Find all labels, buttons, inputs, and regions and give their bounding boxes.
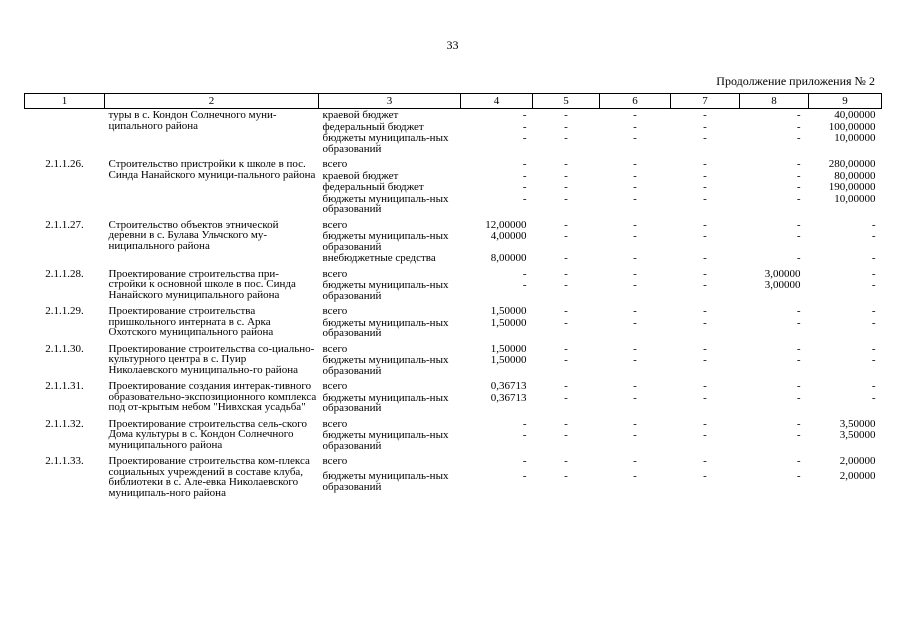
value-col-8: - <box>796 316 801 329</box>
value-col-9: - <box>871 252 876 264</box>
value-col-9: - <box>871 391 876 404</box>
table-body <box>25 109 882 499</box>
value-col-9: - <box>871 305 876 317</box>
page-number: 33 <box>446 38 459 52</box>
funding-source: бюджеты муниципаль-ных образований <box>322 230 449 253</box>
value-col-8: - <box>796 181 801 193</box>
value-col-6: - <box>633 158 637 170</box>
value-col-9: - <box>871 316 876 329</box>
value-col-5: - <box>564 417 568 430</box>
value-col-8: 3,00000 <box>764 279 801 291</box>
value-col-6: - <box>633 169 637 182</box>
funding-source: бюджеты муниципаль-ных образований <box>322 470 449 493</box>
value-col-6: - <box>633 192 637 205</box>
value-col-9: - <box>871 267 876 280</box>
value-col-4: - <box>522 429 527 441</box>
value-col-8: - <box>796 132 801 144</box>
table-row <box>25 301 882 317</box>
value-col-9: 2,00000 <box>839 455 876 467</box>
value-col-9: 40,00000 <box>834 109 876 121</box>
funding-source: федеральный бюджет <box>322 181 424 193</box>
value-col-9: - <box>871 380 876 392</box>
funding-source: всего <box>322 417 348 430</box>
funding-source: всего <box>322 342 348 355</box>
value-col-5: - <box>564 192 568 205</box>
col-header-6: 6 <box>600 94 671 109</box>
value-col-6: - <box>633 218 637 231</box>
value-col-9: 80,00000 <box>834 169 876 182</box>
table-row <box>25 376 882 392</box>
value-col-7: - <box>703 252 707 264</box>
value-col-4: - <box>522 158 527 170</box>
value-col-9: 100,00000 <box>828 120 876 133</box>
value-col-8: - <box>796 169 801 182</box>
value-col-7: - <box>703 354 707 366</box>
value-col-5: - <box>564 181 568 193</box>
value-col-6: - <box>633 391 637 404</box>
value-col-6: - <box>633 305 637 317</box>
value-col-9: 190,00000 <box>828 181 876 193</box>
value-col-4: 4,00000 <box>490 230 527 242</box>
value-col-6: - <box>633 417 637 430</box>
value-col-4: 12,00000 <box>485 218 527 231</box>
value-col-7: - <box>703 380 707 392</box>
value-col-8: - <box>796 391 801 404</box>
value-col-9: - <box>871 279 876 291</box>
value-col-4: - <box>522 417 527 430</box>
value-col-6: - <box>633 252 637 264</box>
funding-source: бюджеты муниципаль-ных образований <box>322 429 449 452</box>
value-col-4: - <box>522 455 527 467</box>
table-row <box>25 109 882 121</box>
value-col-5: - <box>564 169 568 182</box>
value-col-6: - <box>633 267 637 280</box>
item-number <box>25 109 105 155</box>
item-name: Строительство объектов этнической деревни в с. Булава Ульчского му-ниципального района <box>108 218 279 252</box>
table-row <box>25 264 882 280</box>
col-header-5: 5 <box>533 94 600 109</box>
funding-source: бюджеты муниципаль-ных образований <box>322 316 449 339</box>
item-name: Проектирование строительства ком-плекса социальных учреждений в составе клуба, библиотеки в с. Але-евка Николаевского муниципаль-ного района <box>108 455 310 499</box>
value-col-6: - <box>633 181 637 193</box>
value-col-4: - <box>522 470 527 483</box>
value-col-7: - <box>703 169 707 182</box>
funding-source: краевой бюджет <box>322 169 399 182</box>
value-col-9: - <box>871 218 876 231</box>
value-col-4: 8,00000 <box>490 252 527 264</box>
value-col-8: - <box>796 470 801 483</box>
value-col-4: - <box>522 279 527 291</box>
value-col-9: - <box>871 342 876 355</box>
value-col-7: - <box>703 429 707 441</box>
value-col-6: - <box>633 132 637 144</box>
value-col-4: - <box>522 267 527 280</box>
value-col-7: - <box>703 470 707 483</box>
value-col-8: - <box>796 380 801 392</box>
funding-source: всего <box>322 158 348 170</box>
value-col-5: - <box>564 279 568 291</box>
col-header-8: 8 <box>740 94 809 109</box>
value-col-4: - <box>522 192 527 205</box>
value-col-4: 1,50000 <box>490 305 527 317</box>
table-row <box>25 154 882 170</box>
col-header-7: 7 <box>671 94 740 109</box>
item-number: 2.1.1.30. <box>45 342 84 355</box>
item-number: 2.1.1.26. <box>45 158 84 170</box>
funding-source: бюджеты муниципаль-ных образований <box>322 132 449 155</box>
value-col-5: - <box>564 267 568 280</box>
value-col-6: - <box>633 354 637 366</box>
value-col-5: - <box>564 429 568 441</box>
value-col-6: - <box>633 470 637 483</box>
value-col-6: - <box>633 279 637 291</box>
col-header-3: 3 <box>319 94 461 109</box>
value-col-4: 1,50000 <box>490 354 527 366</box>
value-col-7: - <box>703 120 707 133</box>
funding-source: всего <box>322 380 348 392</box>
value-col-7: - <box>703 181 707 193</box>
value-col-5: - <box>564 252 568 264</box>
item-name: Проектирование создания интерак-тивного образовательно-экспозиционного комплекса под от-крытым небом "Нивхская усадьба" <box>108 380 317 413</box>
value-col-4: - <box>522 181 527 193</box>
funding-source: федеральный бюджет <box>322 120 424 133</box>
value-col-7: - <box>703 132 707 144</box>
col-header-2: 2 <box>105 94 319 109</box>
value-col-6: - <box>633 316 637 329</box>
value-col-6: - <box>633 109 637 121</box>
item-number: 2.1.1.33. <box>45 455 84 467</box>
value-col-9: - <box>871 230 876 242</box>
value-col-5: - <box>564 218 568 231</box>
value-col-6: - <box>633 380 637 392</box>
value-col-6: - <box>633 455 637 467</box>
value-col-5: - <box>564 305 568 317</box>
value-col-5: - <box>564 455 568 467</box>
value-col-6: - <box>633 230 637 242</box>
value-col-7: - <box>703 342 707 355</box>
value-col-8: - <box>796 429 801 441</box>
table-row <box>25 414 882 430</box>
value-col-9: 3,50000 <box>839 417 876 430</box>
funding-source: внебюджетные средства <box>322 252 436 264</box>
value-col-8: - <box>796 192 801 205</box>
table-row <box>25 339 882 355</box>
item-number: 2.1.1.32. <box>45 417 84 430</box>
funding-source: бюджеты муниципаль-ных образований <box>322 391 449 414</box>
value-col-9: 280,00000 <box>828 158 876 170</box>
funding-source: всего <box>322 267 348 280</box>
value-col-5: - <box>564 316 568 329</box>
value-col-6: - <box>633 120 637 133</box>
item-number: 2.1.1.27. <box>45 218 84 231</box>
value-col-5: - <box>564 109 568 121</box>
value-col-5: - <box>564 342 568 355</box>
value-col-8: - <box>796 218 801 231</box>
value-col-7: - <box>703 158 707 170</box>
value-col-8: - <box>796 158 801 170</box>
value-col-5: - <box>564 158 568 170</box>
value-col-8: - <box>796 354 801 366</box>
value-col-7: - <box>703 455 707 467</box>
item-name: Строительство пристройки к школе в пос. Синда Нанайского муници-пального района <box>108 158 316 181</box>
value-col-4: 1,50000 <box>490 316 527 329</box>
value-col-4: - <box>522 120 527 133</box>
value-col-5: - <box>564 230 568 242</box>
funding-source: краевой бюджет <box>322 109 399 121</box>
value-col-8: - <box>796 417 801 430</box>
funding-source: бюджеты муниципаль-ных образований <box>322 354 449 377</box>
value-col-5: - <box>564 132 568 144</box>
value-col-7: - <box>703 218 707 231</box>
item-number: 2.1.1.28. <box>45 267 84 280</box>
funding-source: всего <box>322 218 348 231</box>
value-col-5: - <box>564 120 568 133</box>
value-col-7: - <box>703 267 707 280</box>
value-col-9: 10,00000 <box>834 132 876 144</box>
item-name: Проектирование строительства пришкольного интерната в с. Арка Охотского муниципального района <box>108 305 274 338</box>
table-row <box>25 215 882 231</box>
value-col-7: - <box>703 192 707 205</box>
value-col-8: - <box>796 342 801 355</box>
value-col-8: - <box>796 252 801 264</box>
funding-source: всего <box>322 455 348 467</box>
item-name: Проектирование строительства со-циально-культурного центра в с. Пуир Николаевского муниципально-го района <box>108 342 315 376</box>
value-col-9: - <box>871 354 876 366</box>
value-col-5: - <box>564 391 568 404</box>
value-col-6: - <box>633 342 637 355</box>
value-col-5: - <box>564 380 568 392</box>
value-col-5: - <box>564 470 568 483</box>
table-row <box>25 451 882 470</box>
value-col-7: - <box>703 305 707 317</box>
value-col-8: - <box>796 230 801 242</box>
value-col-7: - <box>703 316 707 329</box>
header-row <box>25 94 882 109</box>
value-col-4: 0,36713 <box>490 380 527 392</box>
item-number: 2.1.1.31. <box>45 380 84 392</box>
value-col-7: - <box>703 109 707 121</box>
value-col-8: - <box>796 109 801 121</box>
col-header-9: 9 <box>809 94 882 109</box>
value-col-8: 3,00000 <box>764 267 801 280</box>
value-col-8: - <box>796 120 801 133</box>
value-col-4: 0,36713 <box>490 391 527 404</box>
funding-source: бюджеты муниципаль-ных образований <box>322 279 449 302</box>
value-col-9: 2,00000 <box>839 470 876 483</box>
value-col-4: - <box>522 109 527 121</box>
value-col-7: - <box>703 391 707 404</box>
item-number: 2.1.1.29. <box>45 305 84 317</box>
value-col-7: - <box>703 417 707 430</box>
value-col-8: - <box>796 455 801 467</box>
value-col-9: 10,00000 <box>834 192 876 205</box>
value-col-7: - <box>703 230 707 242</box>
col-header-1: 1 <box>25 94 105 109</box>
value-col-8: - <box>796 305 801 317</box>
value-col-4: - <box>522 132 527 144</box>
value-col-5: - <box>564 354 568 366</box>
item-name: Проектирование строительства сель-ского Дома культуры в с. Кондон Солнечного муниципального района <box>108 417 307 451</box>
value-col-4: - <box>522 169 527 182</box>
funding-source: бюджеты муниципаль-ных образований <box>322 192 449 215</box>
value-col-4: 1,50000 <box>490 342 527 355</box>
budget-table <box>24 93 882 498</box>
value-col-9: 3,50000 <box>839 429 876 441</box>
continuation-label: Продолжение приложения № 2 <box>716 74 875 88</box>
value-col-6: - <box>633 429 637 441</box>
value-col-7: - <box>703 279 707 291</box>
funding-source: всего <box>322 305 348 317</box>
item-name: туры в с. Кондон Солнечного муни-ципального района <box>108 109 277 132</box>
item-name: Проектирование строительства при-стройки к основной школе в пос. Синда Нанайского муниципального района <box>108 267 296 301</box>
col-header-4: 4 <box>461 94 533 109</box>
